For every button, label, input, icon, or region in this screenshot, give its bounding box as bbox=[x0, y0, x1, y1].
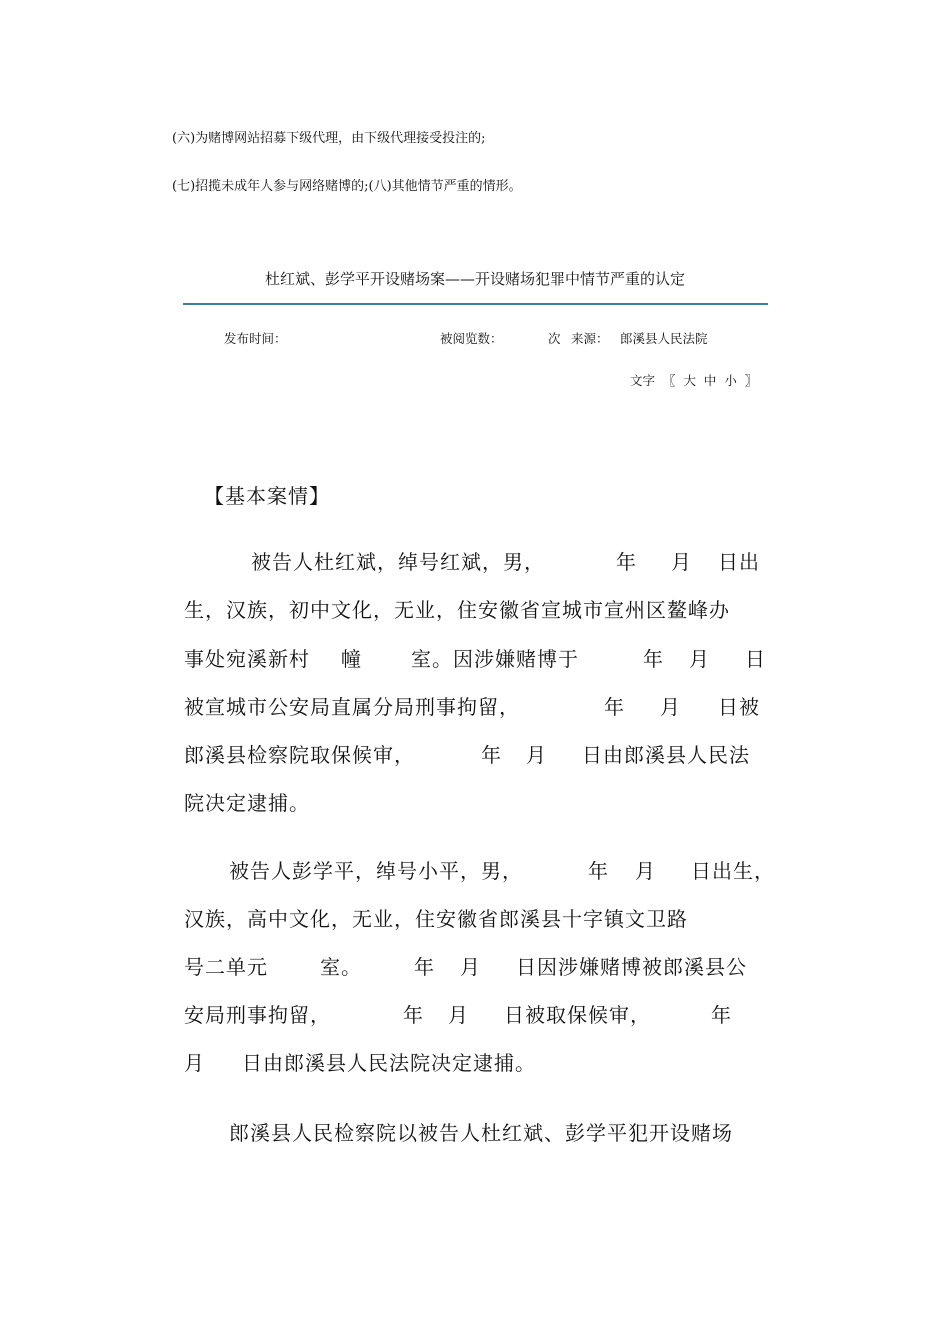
paragraph-line: 年 bbox=[588, 859, 609, 883]
paragraph-line: 院决定逮捕。 bbox=[184, 791, 310, 815]
publish-time-label: 发布时间： bbox=[224, 331, 287, 346]
paragraph-line: 日出生， bbox=[691, 859, 775, 883]
paragraph-line: 幢 bbox=[341, 647, 362, 671]
paragraph-line: 日 bbox=[745, 647, 766, 671]
paragraph-line: 日因涉嫌赌博被郎溪县公 bbox=[516, 955, 747, 979]
paragraph-line: 月 bbox=[660, 695, 681, 719]
paragraph-line: 月 bbox=[448, 1003, 469, 1027]
paragraph-line: 郎溪县人民检察院以被告人杜红斌、彭学平犯开设赌场 bbox=[229, 1121, 733, 1145]
paragraph-line: 年 bbox=[643, 647, 664, 671]
paragraph-line: 号二单元 bbox=[184, 955, 268, 979]
paragraph-line: 年 bbox=[604, 695, 625, 719]
paragraph-line: 年 bbox=[616, 550, 637, 574]
clause-seven-eight: (七)招揽未成年人参与网络赌博的;(八)其他情节严重的情形。 bbox=[172, 179, 522, 194]
section-heading: 【基本案情】 bbox=[204, 484, 330, 508]
paragraph-line: 安局刑事拘留， bbox=[184, 1003, 331, 1027]
paragraph-line: 年 bbox=[414, 955, 435, 979]
paragraph-line: 被告人杜红斌，绰号红斌，男， bbox=[251, 550, 545, 574]
paragraph-line: 郎溪县检察院取保候审， bbox=[184, 743, 415, 767]
paragraph-line: 年 bbox=[481, 743, 502, 767]
paragraph-line: 日由郎溪县人民法 bbox=[582, 743, 750, 767]
paragraph-line: 年 bbox=[403, 1003, 424, 1027]
title-divider bbox=[183, 303, 768, 305]
source-label: 来源： bbox=[571, 331, 609, 346]
paragraph-line: 汉族，高中文化，无业，住安徽省郎溪县十字镇文卫路 bbox=[184, 907, 688, 931]
font-size-switcher[interactable]: 文字 〖 大 中 小 〗 bbox=[630, 373, 758, 388]
paragraph-line: 日被取保候审， bbox=[504, 1003, 651, 1027]
source-value: 郎溪县人民法院 bbox=[620, 331, 708, 346]
paragraph-line: 被告人彭学平，绰号小平，男， bbox=[229, 859, 523, 883]
paragraph-line: 室。 bbox=[320, 955, 362, 979]
paragraph-line: 日被 bbox=[718, 695, 760, 719]
paragraph-line: 事处宛溪新村 bbox=[184, 647, 310, 671]
article-title: 杜红斌、彭学平开设赌场案——开设赌场犯罪中情节严重的认定 bbox=[264, 270, 685, 288]
paragraph-line: 月 bbox=[671, 550, 692, 574]
paragraph-line: 月 bbox=[689, 647, 710, 671]
paragraph-line: 月 bbox=[184, 1051, 205, 1075]
paragraph-line: 室。因涉嫌赌博于 bbox=[411, 647, 579, 671]
paragraph-line: 被宣城市公安局直属分局刑事拘留， bbox=[184, 695, 520, 719]
views-unit: 次 bbox=[548, 331, 561, 346]
paragraph-line: 月 bbox=[635, 859, 656, 883]
paragraph-line: 生，汉族，初中文化，无业，住安徽省宣城市宣州区鳌峰办 bbox=[184, 598, 730, 622]
clause-six: (六)为赌博网站招募下级代理，由下级代理接受投注的; bbox=[172, 131, 486, 146]
paragraph-line: 年 bbox=[711, 1003, 732, 1027]
views-label: 被阅览数： bbox=[440, 331, 503, 346]
paragraph-line: 日出 bbox=[718, 550, 760, 574]
paragraph-line: 月 bbox=[460, 955, 481, 979]
paragraph-line: 月 bbox=[526, 743, 547, 767]
paragraph-line: 日由郎溪县人民法院决定逮捕。 bbox=[242, 1051, 536, 1075]
